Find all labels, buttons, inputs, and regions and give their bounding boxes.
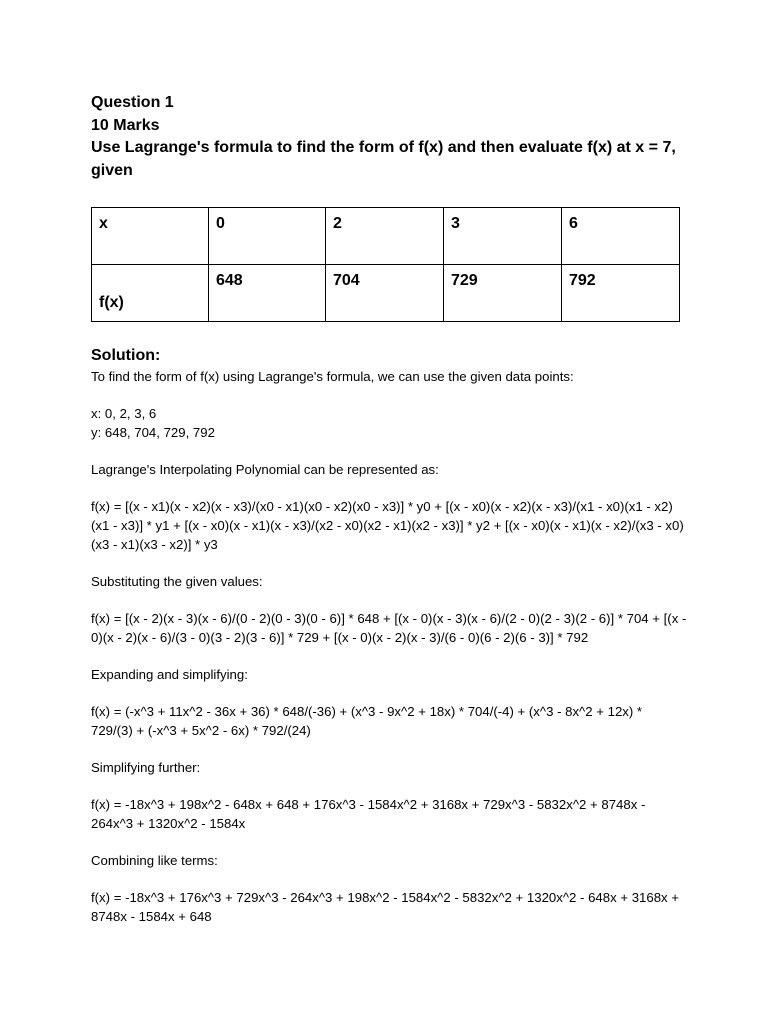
- points-y: y: 648, 704, 729, 792: [91, 425, 215, 440]
- table-cell-x-2: 3: [444, 208, 562, 265]
- solution-intro: To find the form of f(x) using Lagrange's formula, we can use the given data points:: [91, 369, 574, 384]
- table-cell-x-1: 2: [326, 208, 444, 265]
- question-marks: 10 Marks: [91, 116, 160, 134]
- combine-formula: f(x) = -18x^3 + 176x^3 + 729x^3 - 264x^3 + 198x^2 - 1584x^2 - 5832x^2 + 1320x^2 - 648x + 3168x + 8748x - 1584x + 648: [91, 890, 679, 924]
- table-cell-x-3: 6: [562, 208, 680, 265]
- combine-intro: Combining like terms:: [91, 853, 218, 868]
- solution-title: Solution:: [91, 347, 161, 364]
- question-prompt: Use Lagrange's formula to find the form of f(x) and then evaluate f(x) at x = 7, given: [91, 139, 676, 179]
- points-x: x: 0, 2, 3, 6: [91, 406, 157, 421]
- document-page: [91, 92, 687, 944]
- table-cell-fx-2: 729: [444, 265, 562, 322]
- expansion-formula: f(x) = (-x^3 + 11x^2 - 36x + 36) * 648/(-36) + (x^3 - 9x^2 + 18x) * 704/(-4) + (x^3 - 8x^2 + 12x) * 729/(3) + (-x^3 + 5x^2 - 6x) * 792/(24): [91, 704, 643, 738]
- polynomial-intro: Lagrange's Interpolating Polynomial can be represented as:: [91, 462, 439, 477]
- table-cell-fx-0: 648: [209, 265, 326, 322]
- table-cell-fx-label: f(x): [92, 265, 209, 322]
- substitution-intro: Substituting the given values:: [91, 574, 263, 589]
- simplify-formula: f(x) = -18x^3 + 198x^2 - 648x + 648 + 176x^3 - 1584x^2 + 3168x + 729x^3 - 5832x^2 + 8748x - 264x^3 + 1320x^2 - 1584x: [91, 797, 646, 831]
- question-title: Question 1: [91, 94, 174, 111]
- expansion-intro: Expanding and simplifying:: [91, 667, 248, 682]
- simplify-intro: Simplifying further:: [91, 760, 201, 775]
- table-cell-fx-1: 704: [326, 265, 444, 322]
- table-row-x: [92, 208, 680, 265]
- substitution-formula: f(x) = [(x - 2)(x - 3)(x - 6)/(0 - 2)(0 - 3)(0 - 6)] * 648 + [(x - 0)(x - 3)(x - 6)/(2 - 0)(2 - 3)(2 - 6)] * 704 + [(x - 0)(x - 2)(x - 6)/(3 - 0)(3 - 2)(3 - 6)] * 729 + [(x - 0)(x - 2)(x - 3)/(6 - 0)(6 - 2)(6 - 3)] * 792: [91, 611, 687, 645]
- table-row-fx: [92, 265, 680, 322]
- data-table: [91, 207, 680, 322]
- table-cell-x-label: x: [92, 208, 209, 265]
- table-cell-x-0: 0: [209, 208, 326, 265]
- polynomial-formula: f(x) = [(x - x1)(x - x2)(x - x3)/(x0 - x1)(x0 - x2)(x0 - x3)] * y0 + [(x - x0)(x - x2)(x - x3)/(x1 - x0)(x1 - x2)(x1 - x3)] * y1 + [(x - x0)(x - x1)(x - x3)/(x2 - x0)(x2 - x1)(x2 - x3)] * y2 + [(x - x0)(x - x1)(x - x2)/(x3 - x0)(x3 - x1)(x3 - x2)] * y3: [91, 499, 684, 552]
- table-cell-fx-3: 792: [562, 265, 680, 322]
